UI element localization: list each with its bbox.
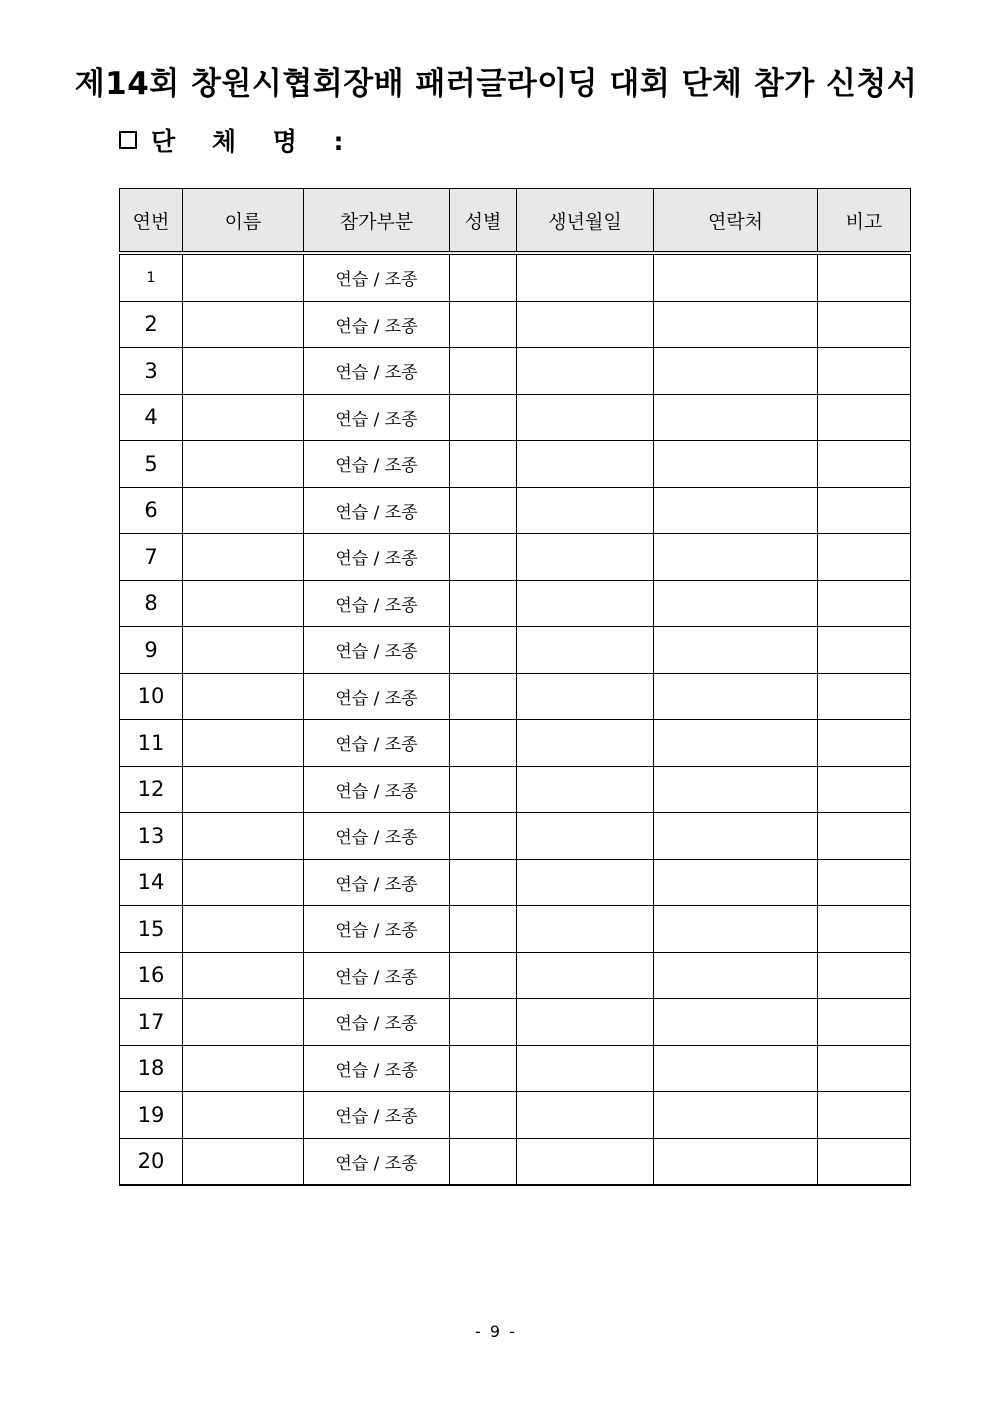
category-cell: 연습 / 조종 [304,999,450,1046]
name-cell[interactable] [183,394,304,441]
gender-cell[interactable] [450,627,517,674]
contact-cell[interactable] [654,253,818,301]
row-number: 3 [120,348,183,395]
name-cell[interactable] [183,999,304,1046]
contact-cell[interactable] [654,952,818,999]
remarks-cell[interactable] [818,999,911,1046]
category-cell: 연습 / 조종 [304,813,450,860]
table-row [120,999,911,1046]
row-number: 17 [120,999,183,1046]
category-cell: 연습 / 조종 [304,580,450,627]
contact-cell[interactable] [654,906,818,953]
name-cell[interactable] [183,441,304,488]
header-category: 참가부분 [304,189,450,254]
gender-cell[interactable] [450,1092,517,1139]
header-serial: 연번 [120,189,183,254]
contact-cell[interactable] [654,1045,818,1092]
name-cell[interactable] [183,673,304,720]
table-row [120,1045,911,1092]
gender-cell[interactable] [450,766,517,813]
birthdate-cell[interactable] [517,301,654,348]
remarks-cell[interactable] [818,441,911,488]
remarks-cell[interactable] [818,766,911,813]
name-cell[interactable] [183,859,304,906]
remarks-cell[interactable] [818,487,911,534]
name-cell[interactable] [183,906,304,953]
gender-cell[interactable] [450,394,517,441]
category-cell: 연습 / 조종 [304,673,450,720]
name-cell[interactable] [183,766,304,813]
name-cell[interactable] [183,1138,304,1185]
header-contact: 연락처 [654,189,818,254]
gender-cell[interactable] [450,673,517,720]
table-row [120,766,911,813]
remarks-cell[interactable] [818,394,911,441]
birthdate-cell[interactable] [517,673,654,720]
table-row [120,1092,911,1139]
gender-cell[interactable] [450,301,517,348]
header-remarks: 비고 [818,189,911,254]
birthdate-cell[interactable] [517,1045,654,1092]
row-number: 11 [120,720,183,767]
table-row [120,441,911,488]
row-number: 12 [120,766,183,813]
category-cell: 연습 / 조종 [304,859,450,906]
gender-cell[interactable] [450,1138,517,1185]
remarks-cell[interactable] [818,859,911,906]
contact-cell[interactable] [654,627,818,674]
contact-cell[interactable] [654,580,818,627]
row-number: 18 [120,1045,183,1092]
remarks-cell[interactable] [818,253,911,301]
birthdate-cell[interactable] [517,534,654,581]
birthdate-cell[interactable] [517,487,654,534]
birthdate-cell[interactable] [517,999,654,1046]
table-row [120,487,911,534]
name-cell[interactable] [183,580,304,627]
name-cell[interactable] [183,627,304,674]
contact-cell[interactable] [654,813,818,860]
category-cell: 연습 / 조종 [304,906,450,953]
group-name-label: 단 체 명 : [151,127,358,156]
birthdate-cell[interactable] [517,348,654,395]
table-row [120,813,911,860]
contact-cell[interactable] [654,859,818,906]
row-number: 9 [120,627,183,674]
birthdate-cell[interactable] [517,952,654,999]
remarks-cell[interactable] [818,906,911,953]
name-cell[interactable] [183,348,304,395]
name-cell[interactable] [183,1045,304,1092]
birthdate-cell[interactable] [517,720,654,767]
birthdate-cell[interactable] [517,253,654,301]
remarks-cell[interactable] [818,720,911,767]
remarks-cell[interactable] [818,673,911,720]
row-number: 4 [120,394,183,441]
name-cell[interactable] [183,534,304,581]
remarks-cell[interactable] [818,534,911,581]
category-cell: 연습 / 조종 [304,487,450,534]
remarks-cell[interactable] [818,627,911,674]
table-row [120,720,911,767]
gender-cell[interactable] [450,487,517,534]
contact-cell[interactable] [654,1092,818,1139]
gender-cell[interactable] [450,1045,517,1092]
row-number: 5 [120,441,183,488]
contact-cell[interactable] [654,394,818,441]
table-row [120,906,911,953]
category-cell: 연습 / 조종 [304,348,450,395]
name-cell[interactable] [183,952,304,999]
birthdate-cell[interactable] [517,1138,654,1185]
remarks-cell[interactable] [818,580,911,627]
gender-cell[interactable] [450,952,517,999]
header-gender: 성별 [450,189,517,254]
contact-cell[interactable] [654,441,818,488]
row-number: 16 [120,952,183,999]
gender-cell[interactable] [450,441,517,488]
contact-cell[interactable] [654,1138,818,1185]
remarks-cell[interactable] [818,1092,911,1139]
page-number: - 9 - [475,1322,517,1341]
gender-cell[interactable] [450,253,517,301]
table-row [120,627,911,674]
table-row [120,534,911,581]
contact-cell[interactable] [654,766,818,813]
category-cell: 연습 / 조종 [304,1138,450,1185]
category-cell: 연습 / 조종 [304,441,450,488]
category-cell: 연습 / 조종 [304,253,450,301]
remarks-cell[interactable] [818,952,911,999]
row-number: 15 [120,906,183,953]
row-number: 19 [120,1092,183,1139]
name-cell[interactable] [183,720,304,767]
category-cell: 연습 / 조종 [304,766,450,813]
birthdate-cell[interactable] [517,1092,654,1139]
birthdate-cell[interactable] [517,906,654,953]
table-row [120,673,911,720]
birthdate-cell[interactable] [517,441,654,488]
table-body [120,253,911,1185]
category-cell: 연습 / 조종 [304,1045,450,1092]
category-cell: 연습 / 조종 [304,720,450,767]
remarks-cell[interactable] [818,1138,911,1185]
table-row [120,348,911,395]
birthdate-cell[interactable] [517,580,654,627]
table-row [120,253,911,301]
remarks-cell[interactable] [818,1045,911,1092]
table-row [120,859,911,906]
category-cell: 연습 / 조종 [304,394,450,441]
gender-cell[interactable] [450,580,517,627]
row-number: 6 [120,487,183,534]
remarks-cell[interactable] [818,813,911,860]
name-cell[interactable] [183,813,304,860]
contact-cell[interactable] [654,673,818,720]
gender-cell[interactable] [450,813,517,860]
checkbox-icon[interactable] [119,131,137,149]
birthdate-cell[interactable] [517,859,654,906]
name-cell[interactable] [183,301,304,348]
row-number: 1 [120,253,183,301]
row-number: 14 [120,859,183,906]
gender-cell[interactable] [450,859,517,906]
gender-cell[interactable] [450,906,517,953]
table-row [120,301,911,348]
birthdate-cell[interactable] [517,813,654,860]
category-cell: 연습 / 조종 [304,952,450,999]
name-cell[interactable] [183,1092,304,1139]
category-cell: 연습 / 조종 [304,1092,450,1139]
table-header-row [120,189,911,254]
group-name-line [119,122,358,158]
remarks-cell[interactable] [818,301,911,348]
birthdate-cell[interactable] [517,766,654,813]
participant-table [119,188,911,1186]
category-cell: 연습 / 조종 [304,627,450,674]
category-cell: 연습 / 조종 [304,534,450,581]
birthdate-cell[interactable] [517,627,654,674]
row-number: 20 [120,1138,183,1185]
header-name: 이름 [183,189,304,254]
table-row [120,952,911,999]
contact-cell[interactable] [654,534,818,581]
header-birthdate: 생년월일 [517,189,654,254]
gender-cell[interactable] [450,999,517,1046]
row-number: 2 [120,301,183,348]
document-title: 제14회 창원시협회장배 패러글라이딩 대회 단체 참가 신청서 [74,66,918,102]
table-row [120,1138,911,1185]
contact-cell[interactable] [654,487,818,534]
row-number: 8 [120,580,183,627]
row-number: 10 [120,673,183,720]
gender-cell[interactable] [450,720,517,767]
name-cell[interactable] [183,253,304,301]
remarks-cell[interactable] [818,348,911,395]
gender-cell[interactable] [450,348,517,395]
table-row [120,394,911,441]
category-cell: 연습 / 조종 [304,301,450,348]
birthdate-cell[interactable] [517,394,654,441]
contact-cell[interactable] [654,720,818,767]
row-number: 13 [120,813,183,860]
table-row [120,580,911,627]
row-number: 7 [120,534,183,581]
contact-cell[interactable] [654,999,818,1046]
contact-cell[interactable] [654,301,818,348]
name-cell[interactable] [183,487,304,534]
gender-cell[interactable] [450,534,517,581]
contact-cell[interactable] [654,348,818,395]
